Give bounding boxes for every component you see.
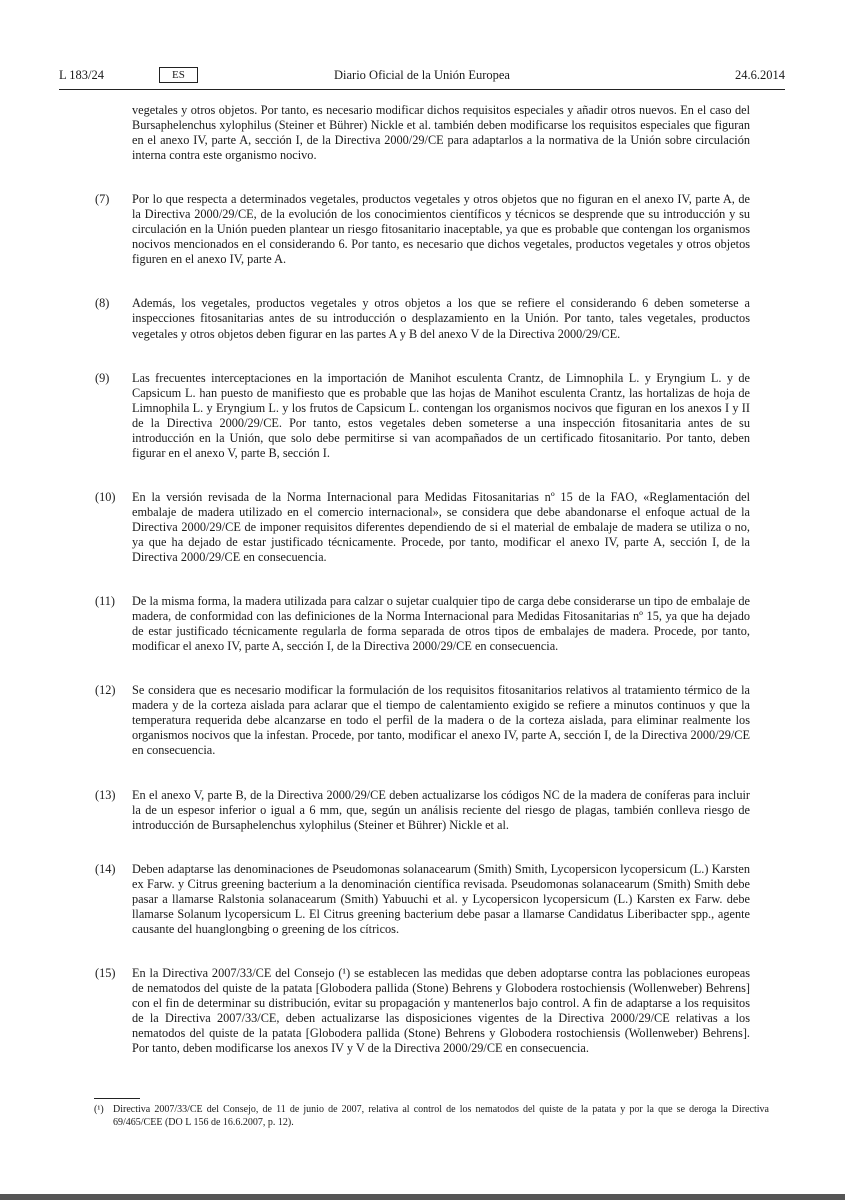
recital-text: Las frecuentes interceptaciones en la importación de Manihot esculenta Crantz, de Limnophila L. y Eryngium L. y de Capsicum L. han puesto de manifiesto que es probable que las hojas de Manihot esculenta Crantz, las hortalizas de hoja de Limnophila L. y Eryngium L. y los frutos de Capsicum L. contengan los organismos nocivos que figuran en los anexos I y II de la Directiva 2000/29/CE. Por tanto, estos vegetales deben someterse a una inspección fitosanitaria antes de su introducción en la Unión, que solo debe permitirse si van acompañados de un certificado fitosanitario. Por tanto, deben figurar en el anexo V, parte B, sección I.: [132, 370, 750, 460]
language-badge: ES: [159, 67, 198, 83]
recital-15: [95, 966, 750, 1056]
recital-number: (10): [95, 489, 116, 504]
recital-text: Deben adaptarse las denominaciones de Pseudomonas solanacearum (Smith) Smith, Lycopersicon lycopersicum (L.) Karsten ex Farw. y Citrus greening bacterium a la denominación científica revisada. Pseudomonas solanacearum (Smith) Smith debe pasar a llamarse Ralstonia solanacearum (Smith) Yabuuchi et al. y Lycopersicon lycopersicum (L.) Karsten ex Farw. debe llamarse Solanum lycopersicum L. El Citrus greening bacterium debe pasar a llamarse Candidatus Liberibacter spp., agente causante del huanglongbing o greening de los cítricos.: [132, 861, 750, 936]
recital-text: vegetales y otros objetos. Por tanto, es necesario modificar dichos requisitos especiales y añadir otros nuevos. En el caso del Bursaphelenchus xylophilus (Steiner et Bührer) Nickle et al. también deben modificarse los requisitos especiales que figuran en el anexo IV, parte A, sección I, de la Directiva 2000/29/CE para adaptarlos a la normativa de la Unión sobre circulación interna contra este organismo nocivo.: [132, 103, 750, 163]
header-rule: [59, 89, 785, 90]
recital-text: De la misma forma, la madera utilizada para calzar o sujetar cualquier tipo de carga debe considerarse un tipo de embalaje de madera, de conformidad con las definiciones de la Norma Internacional para Medidas Fitosanitarias nº 15, ya que ha dejado de estar justificado técnicamente regularla de forma separada de otros tipos de embalajes de madera. Procede, por tanto, modificar el anexo IV, parte A, sección I, de la Directiva 2000/29/CE en consecuencia.: [132, 594, 750, 654]
recital-text: Por lo que respecta a determinados vegetales, productos vegetales y otros objetos que no figuran en el anexo IV, parte A, de la Directiva 2000/29/CE, de la evolución de los conocimientos científicos y técnicos se desprende que su introducción y su circulación en la Unión pueden plantear un riesgo fitosanitario inaceptable, ya que es probable que contengan los organismos nocivos mencionados en el considerando 6. Por tanto, es necesario que dichos vegetales, productos vegetales y otros objetos figuren en el anexo IV, parte A.: [132, 192, 750, 267]
footnote-rule: [94, 1098, 140, 1099]
recital-text: En la Directiva 2007/33/CE del Consejo (¹) se establecen las medidas que deben adoptarse contra las poblaciones europeas de nematodos del quiste de la patata [Globodera pallida (Stone) Behrens y Globodera rostochiensis (Wollenweber) Behrens] con el fin de determinar su distribución, evitar su propagación y mantenerlos bajo control. A fin de adaptarse a los requisitos de la Directiva 2007/33/CE, deben actualizarse las disposiciones vigentes de la Directiva 2000/29/CE relativas a los nematodos del quiste de la patata [Globodera pallida (Stone) Behrens y Globodera rostochiensis (Wollenweber) Behrens]. Por tanto, deben modificarse los anexos IV y V de la Directiva 2000/29/CE en consecuencia.: [132, 965, 750, 1056]
recital-text: Además, los vegetales, productos vegetales y otros objetos a los que se refiere el considerando 6 deben someterse a inspecciones fitosanitarias antes de su introducción o desplazamiento en la Unión. Por tanto, tales vegetales, productos vegetales y otros objetos deben figurar en las partes A y B del anexo V de la Directiva 2000/29/CE.: [132, 296, 750, 341]
recital-9: [95, 371, 750, 461]
recital-12: [95, 683, 750, 758]
page-reference: L 183/24: [59, 68, 105, 82]
publication-date: 24.6.2014: [735, 68, 785, 82]
recital-number: (9): [95, 370, 110, 385]
document-body: [95, 103, 750, 1085]
journal-title: Diario Oficial de la Unión Europea: [334, 68, 510, 82]
recital-number: (7): [95, 192, 110, 207]
recital-text: En la versión revisada de la Norma Internacional para Medidas Fitosanitarias nº 15 de la FAO, «Reglamentación del embalaje de madera utilizado en el comercio internacional», se considera que debe abandonarse el enfoque actual de la Directiva 2000/29/CE de imponer requisitos diferentes dependiendo de si el material de embalaje de madera se utiliza o no, ya que ha dejado de estar justificado técnicamente. Procede, por tanto, modificar el anexo IV, parte A, sección I, de la Directiva 2000/29/CE en consecuencia.: [132, 489, 750, 565]
recital-number: (13): [95, 787, 116, 802]
page-bottom-edge: [0, 1194, 845, 1200]
footnote-number: (¹): [94, 1104, 104, 1115]
recital-10: [95, 490, 750, 565]
recital-number: (14): [95, 861, 116, 876]
recital-7: [95, 192, 750, 267]
recital-number: (15): [95, 965, 116, 980]
recital-number: (12): [95, 683, 116, 698]
page-header: [59, 66, 785, 86]
footnote: [94, 1103, 769, 1129]
footnote-text: Directiva 2007/33/CE del Consejo, de 11 de junio de 2007, relativa al control de los nematodos del quiste de la patata y por la que se deroga la Directiva 69/465/CEE (DO L 156 de 16.6.2007, p. 12).: [113, 1104, 769, 1128]
recital-11: [95, 594, 750, 654]
recital-8: [95, 296, 750, 341]
recital-14: [95, 862, 750, 937]
recital-continuation: [95, 103, 750, 163]
recital-text: Se considera que es necesario modificar la formulación de los requisitos fitosanitarios relativos al tratamiento térmico de la madera y de la corteza aislada para aclarar que el tiempo de calentamiento exigido se refiere a minutos continuos y que la temperatura requerida debe alcanzarse en todo el perfil de la madera o de la corteza aislada, para eliminar realmente los organismos nocivos que la infestan. Procede, por tanto, modificar el anexo IV, parte A, sección I, de la Directiva 2000/29/CE en consecuencia.: [132, 683, 750, 758]
recital-number: (8): [95, 296, 110, 311]
recital-13: [95, 788, 750, 833]
recital-number: (11): [95, 594, 116, 609]
recital-text: En el anexo V, parte B, de la Directiva 2000/29/CE deben actualizarse los códigos NC de la madera de coníferas para incluir la de un espesor inferior o igual a 6 mm, que, según un análisis reciente del riesgo de plagas, también conlleva riesgo de introducción de Bursaphelenchus xylophilus (Steiner et Bührer) Nickle et al.: [132, 787, 750, 832]
